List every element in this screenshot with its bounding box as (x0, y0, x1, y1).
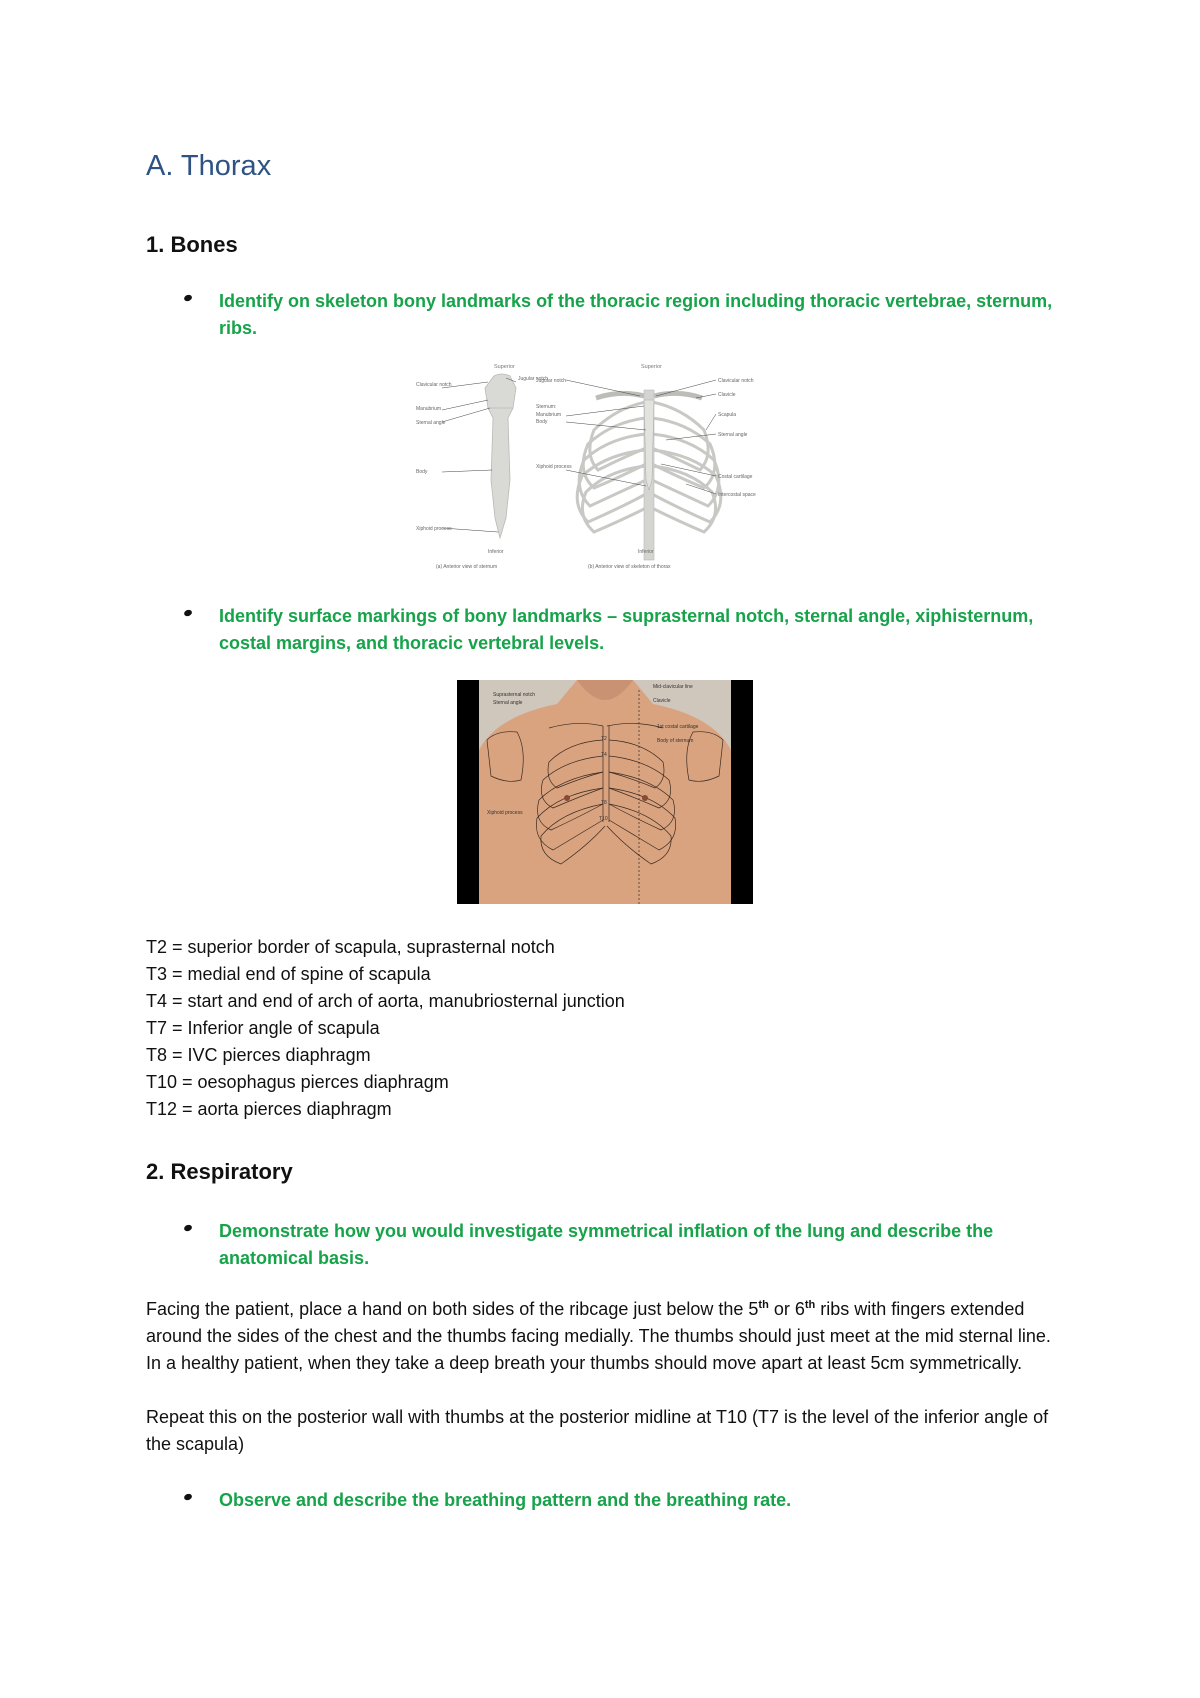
fig2-label: Body of sternum (657, 738, 694, 744)
fig1-caption: (a) Anterior view of sternum (436, 564, 498, 570)
bullet-icon (184, 291, 200, 307)
fig1-label: Manubrium (416, 406, 442, 412)
vertebral-level-line: T12 = aorta pierces diaphragm (146, 1099, 392, 1119)
fig1-label: Sternum: (536, 404, 557, 410)
fig1-label: Sternal angle (416, 420, 446, 426)
chest-surface-markings-figure (457, 680, 753, 904)
fig1-label: Sternal angle (718, 432, 748, 438)
fig1-label: Superior (641, 364, 662, 370)
fig1-label: Clavicular notch (416, 382, 452, 388)
fig1-label: Body (536, 419, 548, 425)
fig2-label: T10 (599, 816, 608, 822)
fig1-label: Scapula (718, 412, 737, 418)
fig2-label: T4 (601, 752, 607, 758)
procedure-text: or 6 (768, 1299, 805, 1319)
fig1-label: Manubrium (536, 412, 562, 418)
fig1-label: Inferior (488, 549, 504, 555)
section-heading-bones: 1. Bones (146, 232, 238, 257)
vertebral-level-line: T8 = IVC pierces diaphragm (146, 1045, 371, 1065)
nipple-right (642, 795, 648, 801)
fig1-label: Superior (494, 364, 515, 370)
bullet-icon (184, 1490, 200, 1506)
fig1-label: Inferior (638, 549, 654, 555)
bullet-icon (184, 1221, 200, 1237)
vertebral-level-line: T7 = Inferior angle of scapula (146, 1018, 380, 1038)
section-heading-respiratory: 2. Respiratory (146, 1159, 293, 1184)
ordinal-suffix: th (758, 1299, 769, 1311)
fig1-label: Clavicular notch (718, 378, 754, 384)
ordinal-suffix: th (804, 1299, 816, 1311)
objective-surface-markings: Identify surface markings of bony landmarks – suprasternal notch, sternal angle, xiphisternum, costal margins, and thoracic vertebral levels. (219, 606, 1034, 653)
fig1-label: Jugular notch (518, 376, 549, 382)
fig1-label: Xiphoid process (536, 464, 572, 470)
objective-breathing-pattern: Observe and describe the breathing pattern and the breathing rate. (219, 1490, 792, 1510)
objective-lung-inflation: Demonstrate how you would investigate symmetrical inflation of the lung and describe the anatomical basis. (219, 1221, 994, 1268)
clavicle-right (654, 393, 702, 398)
vertebral-level-line: T10 = oesophagus pierces diaphragm (146, 1072, 449, 1092)
clavicle-left (596, 393, 644, 398)
fig1-label: Costal cartilage (718, 474, 753, 480)
page-title: A. Thorax (146, 150, 272, 182)
vertebral-level-line: T3 = medial end of spine of scapula (146, 964, 431, 984)
fig1-label: Body (416, 469, 428, 475)
fig1-label: Xiphoid process (416, 526, 452, 532)
fig2-label: 1st costal cartilage (657, 724, 699, 730)
fig2-label: T8 (601, 800, 607, 806)
posterior-paragraph: Repeat this on the posterior wall with thumbs at the posterior midline at T10 (T7 is the level of the inferior angle of the scapula) (146, 1407, 1049, 1454)
fig1-label: Intercostal space (718, 492, 756, 498)
fig1-label: Clavicle (718, 392, 736, 398)
procedure-text: Facing the patient, place a hand on both sides of the ribcage just below the 5 (146, 1299, 759, 1319)
fig1-caption: (b) Anterior view of skeleton of thorax (588, 564, 671, 570)
fig2-label: Suprasternal notch (493, 692, 535, 698)
sternum-shape (485, 374, 516, 538)
fig2-label: Xiphoid process (487, 810, 523, 816)
vertebral-level-line: T4 = start and end of arch of aorta, manubriosternal junction (146, 991, 625, 1011)
objective-bony-landmarks: Identify on skeleton bony landmarks of the thoracic region including thoracic vertebrae, sternum, ribs. (219, 291, 1053, 338)
procedure-text: ribs with fingers extended around the sides of the chest and the thumbs facing medially. The thumbs should just meet at the mid sternal line. In a healthy patient, when they take a deep breath your thumbs should move apart at least 5cm symmetrically. (146, 1299, 1051, 1373)
fig2-label: Clavicle (653, 698, 671, 704)
sternum-rib-cage-figure (416, 360, 796, 575)
vertebral-level-line: T2 = superior border of scapula, suprasternal notch (146, 937, 555, 957)
procedure-paragraph (146, 1296, 1066, 1377)
fig2-label: T2 (601, 736, 607, 742)
fig2-label: Sternal angle (493, 700, 523, 706)
fig2-label: Mid-clavicular line (653, 684, 693, 690)
bullet-icon (184, 606, 200, 622)
nipple-left (564, 795, 570, 801)
fig1-label: Jugular notch (536, 378, 567, 384)
